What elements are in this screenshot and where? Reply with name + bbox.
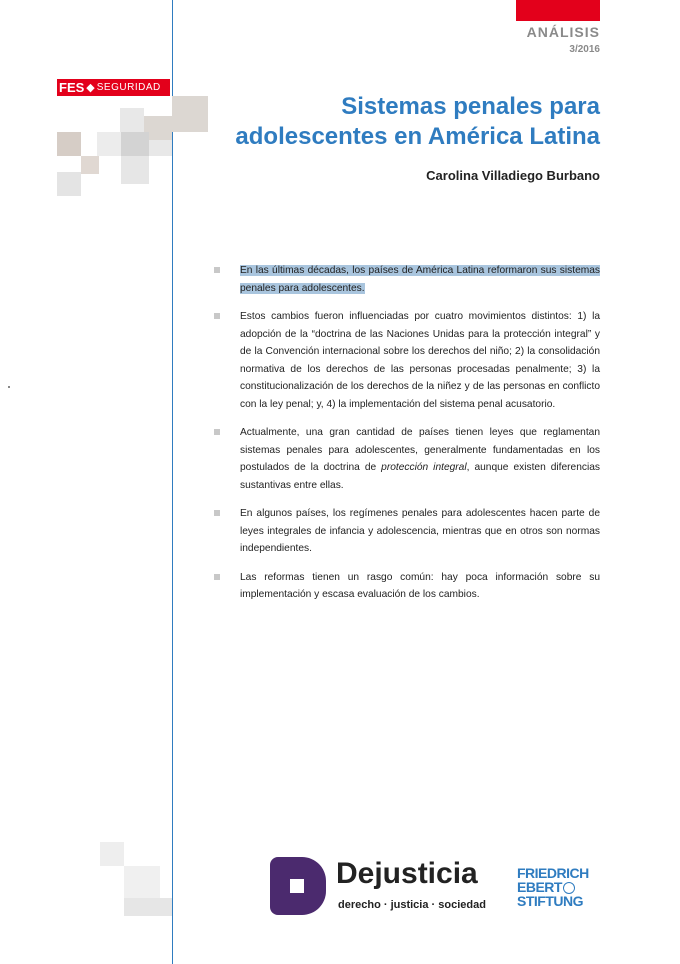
fes-line: EBERT <box>517 879 562 895</box>
bullet-text: En algunos países, los regímenes penales para adolescentes hacen parte de leyes integrales de infancia y adolescencia, mientras que en otros son normas independientes. <box>240 508 600 554</box>
map-icon: ◆ <box>86 82 95 94</box>
decorative-square <box>57 172 81 196</box>
bullet-item <box>214 262 600 297</box>
section-label: SEGURIDAD <box>96 82 161 93</box>
bullet-text: Actualmente, una gran cantidad de países tienen leyes que reglamentan sistemas penales para adolescentes, generalmente fundamentadas en los postulados de la doctrina de <box>240 427 600 473</box>
bullet-text: , aunque existen diferencias sustantivas entre ellas. <box>240 462 601 491</box>
dejusticia-name: Dejusticia <box>336 857 478 890</box>
decorative-square <box>100 842 124 866</box>
dejusticia-mark-square <box>290 879 304 893</box>
bullet-text-italic: protección integral <box>381 462 467 473</box>
margin-rule <box>172 0 173 964</box>
bullet-text: Las reformas tienen un rasgo común: hay poca información sobre su implementación y escasa evaluación de los cambios. <box>240 571 600 600</box>
bullet-item <box>214 569 600 604</box>
document-title <box>200 92 600 152</box>
summary-bullets <box>214 262 600 615</box>
fes-line: FRIEDRICH <box>517 865 589 881</box>
title-line: Sistemas penales para <box>341 93 600 120</box>
stray-mark <box>8 386 10 388</box>
decorative-square <box>124 866 160 898</box>
fes-line: STIFTUNG <box>517 893 583 910</box>
decorative-square <box>97 132 121 156</box>
dejusticia-mark-icon <box>270 857 326 915</box>
decorative-square <box>149 140 172 156</box>
bullet-item <box>214 424 600 494</box>
dejusticia-logo <box>270 855 502 917</box>
square-bullet-icon <box>214 429 220 435</box>
decorative-square <box>120 108 144 132</box>
friedrich-ebert-stiftung-logo <box>517 866 589 908</box>
bullet-item <box>214 505 600 558</box>
fes-seguridad-logo <box>57 79 170 96</box>
bullet-text: Estos cambios fueron influenciadas por cuatro movimientos distintos: 1) la adopción de la “doctrina de las Naciones Unidas para la protección integral” y de la Convención internacional sobre los derechos del niño; 2) la consolidación normativa de los derechos de las personas procesadas penalmente; 3) la constitucionalización de los derechos de la niñez y de las personas en conflicto con la ley penal; y, 4) la implementación del sistema penal acusatorio. <box>240 311 600 410</box>
square-bullet-icon <box>214 313 220 319</box>
bullet-item <box>214 308 600 413</box>
dejusticia-tagline: derecho · justicia · sociedad <box>338 899 486 911</box>
fes-logo-text: FES <box>59 80 85 95</box>
decorative-square <box>121 132 149 156</box>
decorative-square <box>57 132 81 156</box>
series-color-bar <box>516 0 600 21</box>
square-bullet-icon <box>214 574 220 580</box>
issue-number: 3/2016 <box>569 44 600 55</box>
decorative-square <box>81 156 99 174</box>
decorative-square <box>121 156 149 184</box>
square-bullet-icon <box>214 267 220 273</box>
author-name: Carolina Villadiego Burbano <box>426 168 600 183</box>
bullet-text-highlighted[interactable]: En las últimas décadas, los países de América Latina reformaron sus sistemas penales para adolescentes. <box>240 265 600 294</box>
title-line: adolescentes en América Latina <box>235 123 600 150</box>
series-label: ANÁLISIS <box>526 24 600 40</box>
decorative-square <box>124 898 172 916</box>
square-bullet-icon <box>214 510 220 516</box>
